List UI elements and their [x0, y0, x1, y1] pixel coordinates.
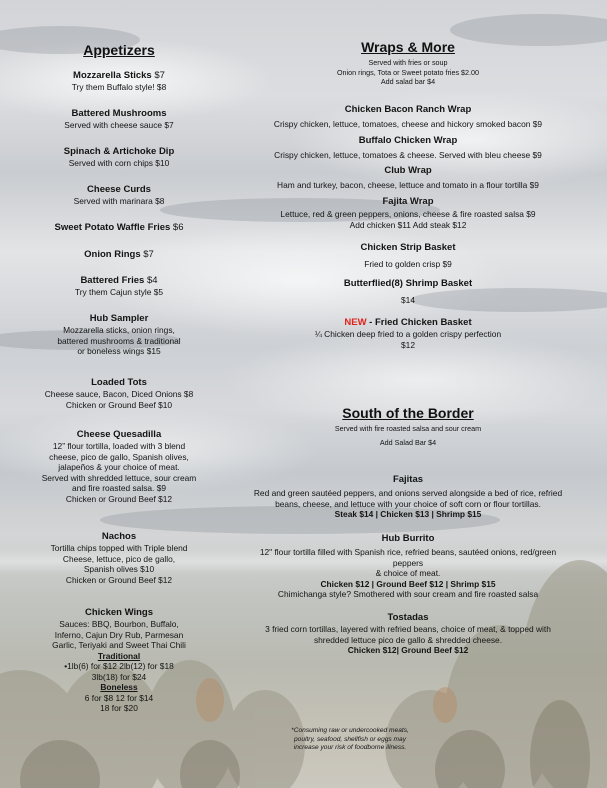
item-description: Red and green sautéed peppers, and onions served alongside a bed of rice, refried: [253, 488, 563, 498]
notice-line: poultry, seafood, shellfish or eggs may: [293, 735, 407, 743]
item-description: •1lb(6) for $12 2lb(12) for $18: [64, 661, 174, 671]
item-description: Try them Buffalo style! $8: [71, 82, 167, 92]
item-description: $12: [401, 339, 415, 350]
item-description: Mozzarella sticks, onion rings,: [63, 325, 175, 335]
wraps-note: Served with fries or soup: [368, 58, 448, 67]
menu-item-battered-fries: [8, 275, 230, 298]
item-name: Buffalo Chicken Wrap: [358, 135, 458, 146]
menu-item-onion-rings: [8, 249, 230, 261]
menu-item-fajita-wrap: [232, 196, 584, 230]
item-price: $6: [172, 222, 184, 233]
item-description: Served with marinara $8: [73, 196, 165, 206]
item-description: Fried to golden crisp $9: [364, 259, 452, 269]
item-name: Chicken Wings: [84, 607, 153, 618]
border-note: Add Salad Bar $4: [379, 437, 437, 447]
item-description: ¼ Chicken deep fried to a golden crispy perfection: [314, 329, 502, 339]
item-prices: Steak $14 | Chicken $13 | Shrimp $15: [334, 509, 482, 519]
menu-item-chicken-bacon-ranch-wrap: [232, 104, 584, 130]
new-badge: NEW: [344, 317, 367, 328]
item-name: Mozzarella Sticks: [73, 70, 152, 81]
item-description: 18 for $20: [100, 703, 138, 713]
item-description: 3lb(18) for $24: [91, 671, 147, 682]
menu-item-spinach-artichoke-dip: [8, 146, 230, 169]
item-name: Battered Mushrooms: [71, 108, 167, 119]
menu-item-chicken-wings: [8, 607, 230, 714]
notice-line: increase your risk of foodborne illness.: [293, 744, 407, 752]
item-price: $4: [146, 275, 158, 286]
item-description: jalapeños & your choice of meat.: [58, 462, 180, 472]
menu-item-hub-burrito: [232, 533, 584, 600]
item-description: Served with cheese sauce $7: [64, 120, 174, 130]
traditional-label: Traditional: [97, 650, 141, 661]
item-description: beans, cheese, and lettuce with your choice of soft corn or flour tortillas.: [275, 498, 541, 509]
wraps-note: Add salad bar $4: [380, 77, 436, 86]
item-prices: Chicken $12 | Ground Beef $12 | Shrimp $15: [320, 578, 496, 589]
item-description: Crispy chicken, lettuce, tomatoes & cheese. Served with bleu cheese $9: [274, 150, 542, 160]
item-name: Fajita Wrap: [382, 196, 434, 207]
menu-item-sweet-potato-waffle-fries: [8, 222, 230, 234]
item-name: Onion Rings: [84, 249, 141, 260]
item-description: Ham and turkey, bacon, cheese, lettuce and tomato in a flour tortilla $9: [277, 180, 539, 190]
menu-item-shrimp-basket: [232, 278, 584, 306]
item-name: Hub Sampler: [89, 313, 149, 324]
item-description: Served with corn chips $10: [68, 158, 170, 168]
food-safety-notice: [270, 727, 430, 753]
item-price: $7: [143, 249, 154, 260]
item-price: $7: [154, 70, 165, 81]
menu-item-cheese-curds: [8, 184, 230, 207]
menu-item-mozzarella-sticks: [8, 70, 230, 93]
item-description: Tortilla chips topped with Triple blend: [50, 543, 188, 553]
item-description: shredded lettuce pico de gallo & shredded cheese.: [313, 634, 503, 645]
item-description: battered mushrooms & traditional: [57, 335, 181, 346]
menu-item-club-wrap: [232, 165, 584, 191]
item-description: & choice of meat.: [375, 568, 441, 578]
menu-item-buffalo-chicken-wrap: [232, 135, 584, 161]
item-name: Butterflied(8) Shrimp Basket: [343, 278, 473, 289]
item-description: Cheese, lettuce, pico de gallo,: [62, 553, 176, 564]
item-description: Garlic, Teriyaki and Sweet Thai Chili: [52, 640, 186, 650]
wraps-heading: Wraps & More: [361, 39, 455, 55]
item-name: Sweet Potato Waffle Fries: [54, 222, 171, 233]
item-name: Loaded Tots: [91, 377, 147, 388]
menu-item-battered-mushrooms: [8, 108, 230, 131]
item-prices: Chicken $12| Ground Beef $12: [347, 645, 469, 655]
menu-item-loaded-tots: [8, 377, 230, 410]
item-description: Chicken or Ground Beef $10: [65, 399, 173, 410]
notice-line: *Consuming raw or undercooked meats,: [291, 727, 409, 734]
item-name: Fajitas: [392, 474, 424, 485]
item-name: Chicken Strip Basket: [360, 242, 456, 253]
item-name: Nachos: [101, 531, 137, 542]
item-description: Crispy chicken, lettuce, tomatoes, cheese and hickory smoked bacon $9: [273, 119, 543, 129]
item-name: Club Wrap: [384, 165, 432, 176]
menu-item-hub-sampler: [8, 313, 230, 357]
item-description: Add chicken $11 Add steak $12: [349, 219, 467, 230]
item-description: or boneless wings $15: [77, 346, 161, 356]
menu-item-fajitas: [232, 474, 584, 520]
item-description: peppers: [392, 557, 424, 568]
item-description: Spanish olives $10: [83, 564, 155, 574]
item-description: 6 for $8 12 for $14: [84, 692, 154, 703]
item-description: cheese, pico de gallo, Spanish olives,: [49, 451, 189, 462]
item-description: Chicken or Ground Beef $12: [65, 493, 173, 504]
item-description: Inferno, Cajun Dry Rub, Parmesan: [54, 629, 184, 640]
item-name: Cheese Quesadilla: [76, 429, 162, 440]
wraps-note: Onion rings, Tota or Sweet potato fries $2.00: [336, 67, 480, 77]
item-description: Try them Cajun style $5: [74, 287, 164, 297]
menu-item-fried-chicken-basket: [232, 317, 584, 350]
item-description: Chimichanga style? Smothered with sour cream and fire roasted salsa: [277, 589, 539, 599]
item-description: Sauces: BBQ, Bourbon, Buffalo,: [59, 619, 179, 629]
wraps-subheading: [232, 58, 584, 87]
south-of-border-heading: South of the Border: [342, 405, 474, 421]
border-subheading: [232, 424, 584, 447]
item-name: Hub Burrito: [381, 533, 435, 544]
item-description: Chicken or Ground Beef $12: [65, 574, 173, 585]
border-note: Served with fire roasted salsa and sour cream: [334, 424, 482, 433]
item-description: 12" flour tortilla filled with Spanish rice, refried beans, sautéed onions, red/green: [259, 547, 557, 557]
item-name: Chicken Bacon Ranch Wrap: [344, 104, 472, 115]
item-description: Lettuce, red & green peppers, onions, cheese & fire roasted salsa $9: [280, 209, 536, 219]
boneless-label: Boneless: [100, 682, 138, 692]
item-description: $14: [401, 295, 415, 305]
item-name: Cheese Curds: [87, 184, 151, 195]
item-description: 3 fried corn tortillas, layered with refried beans, choice of meat, & topped with: [265, 624, 551, 634]
menu-item-chicken-strip-basket: [232, 242, 584, 270]
item-name: - Fried Chicken Basket: [366, 317, 472, 328]
item-description: and fire roasted salsa. $9: [71, 483, 167, 493]
item-name: Battered Fries: [80, 275, 145, 286]
item-description: Cheese sauce, Bacon, Diced Onions $8: [44, 389, 194, 399]
menu-item-cheese-quesadilla: [8, 429, 230, 504]
item-name: Spinach & Artichoke Dip: [63, 146, 175, 157]
menu-item-tostadas: [232, 612, 584, 656]
appetizers-heading: Appetizers: [83, 42, 155, 58]
menu-item-nachos: [8, 531, 230, 585]
item-name: Tostadas: [387, 612, 429, 623]
item-description: 12” flour tortilla, loaded with 3 blend: [52, 441, 186, 451]
item-description: Served with shredded lettuce, sour cream: [41, 472, 197, 483]
